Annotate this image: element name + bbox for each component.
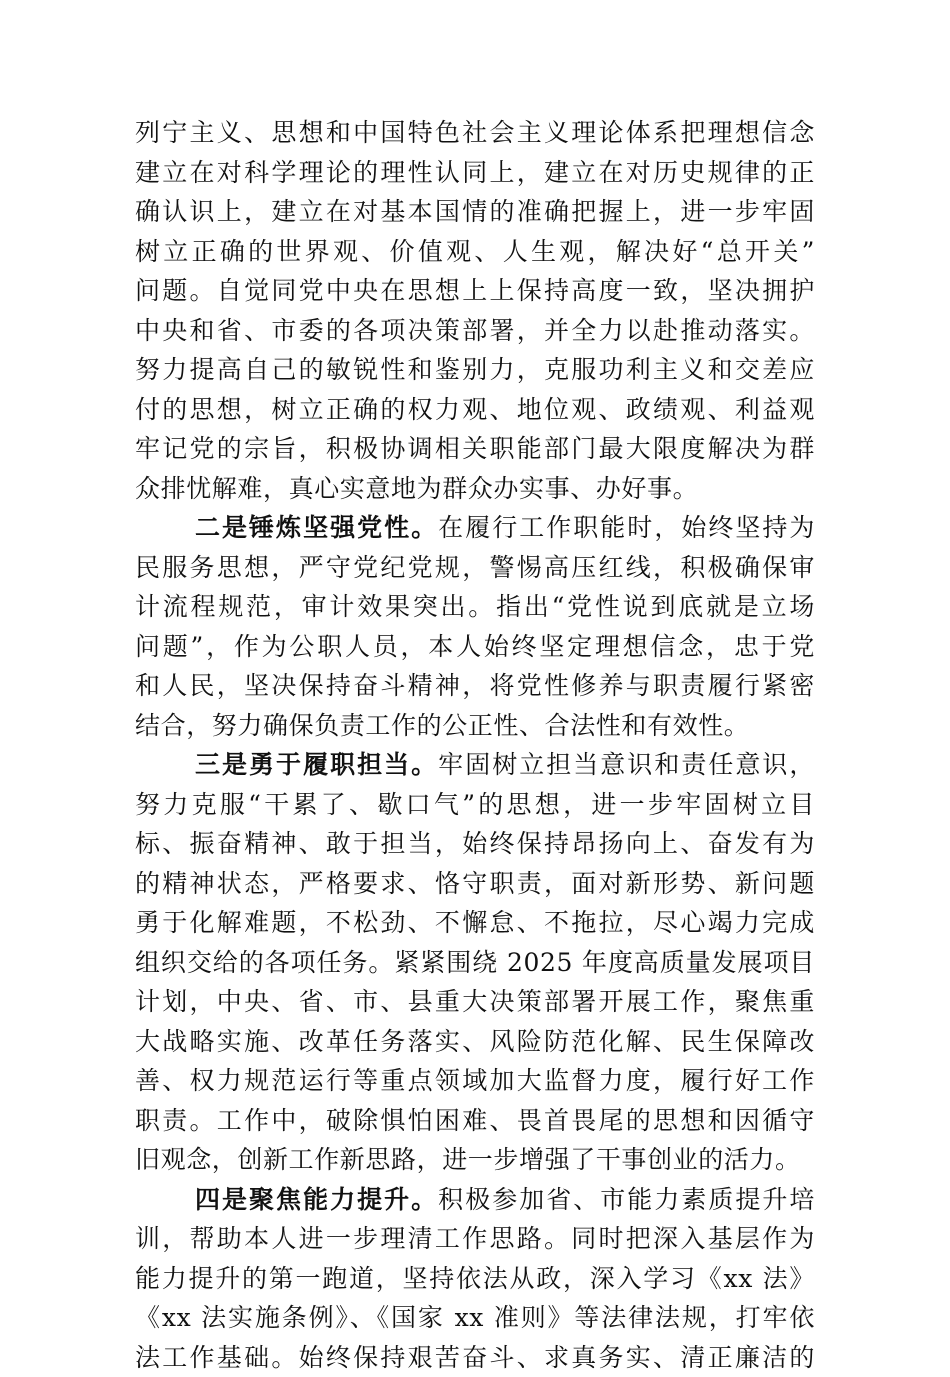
- text-line: 结合，努力确保负责工作的公正性、合法性和有效性。: [135, 706, 815, 746]
- text-line: 法工作基础。始终保持艰苦奋斗、求真务实、清正廉洁的: [135, 1338, 815, 1377]
- paragraph-ideology: [135, 113, 815, 508]
- text-run: 牢固树立担当意识和责任意识，: [438, 750, 815, 779]
- text-line-first: [135, 1180, 815, 1220]
- text-line: 勇于化解难题，不松劲、不懈怠、不拖拉，尽心竭力完成: [135, 903, 815, 943]
- text-line: 树立正确的世界观、价值观、人生观，解决好“总开关”: [135, 232, 815, 272]
- text-line: 组织交给的各项任务。紧紧围绕 2025 年度高质量发展项目: [135, 943, 815, 983]
- text-line: 努力提高自己的敏锐性和鉴别力，克服功利主义和交差应: [135, 350, 815, 390]
- text-line: 牢记党的宗旨，积极协调相关职能部门最大限度解决为群: [135, 429, 815, 469]
- text-line: 付的思想，树立正确的权力观、地位观、政绩观、利益观: [135, 390, 815, 430]
- text-line: 努力克服“干累了、歇口气”的思想，进一步牢固树立目: [135, 785, 815, 825]
- text-line: 《xx 法实施条例》、《国家 xx 准则》等法律法规，打牢依: [135, 1298, 815, 1338]
- text-line-first: [135, 508, 815, 548]
- paragraph-party-spirit: [135, 508, 815, 745]
- text-line: 大战略实施、改革任务落实、风险防范化解、民生保障改: [135, 1022, 815, 1062]
- text-line: 标、振奋精神、敢于担当，始终保持昂扬向上、奋发有为: [135, 824, 815, 864]
- paragraph-heading: 三是勇于履职担当。: [195, 750, 438, 779]
- text-line: 中央和省、市委的各项决策部署，并全力以赴推动落实。: [135, 311, 815, 351]
- document-body: [135, 113, 815, 1377]
- text-line: 确认识上，建立在对基本国情的准确把握上，进一步牢固: [135, 192, 815, 232]
- text-line: 的精神状态，严格要求、恪守职责，面对新形势、新问题: [135, 864, 815, 904]
- text-run: 在履行工作职能时，始终坚持为: [438, 513, 815, 542]
- text-line: 众排忧解难，真心实意地为群众办实事、办好事。: [135, 469, 815, 509]
- text-line: 列宁主义、思想和中国特色社会主义理论体系把理想信念: [135, 113, 815, 153]
- text-line: 和人民，坚决保持奋斗精神，将党性修养与职责履行紧密: [135, 666, 815, 706]
- text-line: 职责。工作中，破除惧怕困难、畏首畏尾的思想和因循守: [135, 1101, 815, 1141]
- text-run: 积极参加省、市能力素质提升培: [438, 1185, 815, 1214]
- text-line: 问题。自觉同党中央在思想上上保持高度一致，坚决拥护: [135, 271, 815, 311]
- text-line: 善、权力规范运行等重点领域加大监督力度，履行好工作: [135, 1061, 815, 1101]
- paragraph-responsibility: [135, 745, 815, 1180]
- text-line: 计划，中央、省、市、县重大决策部署开展工作，聚焦重: [135, 982, 815, 1022]
- text-line: 问题”，作为公职人员，本人始终坚定理想信念，忠于党: [135, 627, 815, 667]
- text-line: 能力提升的第一跑道，坚持依法从政，深入学习《xx 法》: [135, 1259, 815, 1299]
- text-line: 训，帮助本人进一步理清工作思路。同时把深入基层作为: [135, 1219, 815, 1259]
- text-line: 旧观念，创新工作新思路，进一步增强了干事创业的活力。: [135, 1140, 815, 1180]
- text-line-first: [135, 745, 815, 785]
- paragraph-heading: 四是聚焦能力提升。: [195, 1185, 438, 1214]
- paragraph-heading: 二是锤炼坚强党性。: [195, 513, 438, 542]
- paragraph-capability: [135, 1180, 815, 1377]
- text-line: 建立在对科学理论的理性认同上，建立在对历史规律的正: [135, 153, 815, 193]
- text-line: 计流程规范，审计效果突出。指出“党性说到底就是立场: [135, 587, 815, 627]
- text-line: 民服务思想，严守党纪党规，警惕高压红线，积极确保审: [135, 548, 815, 588]
